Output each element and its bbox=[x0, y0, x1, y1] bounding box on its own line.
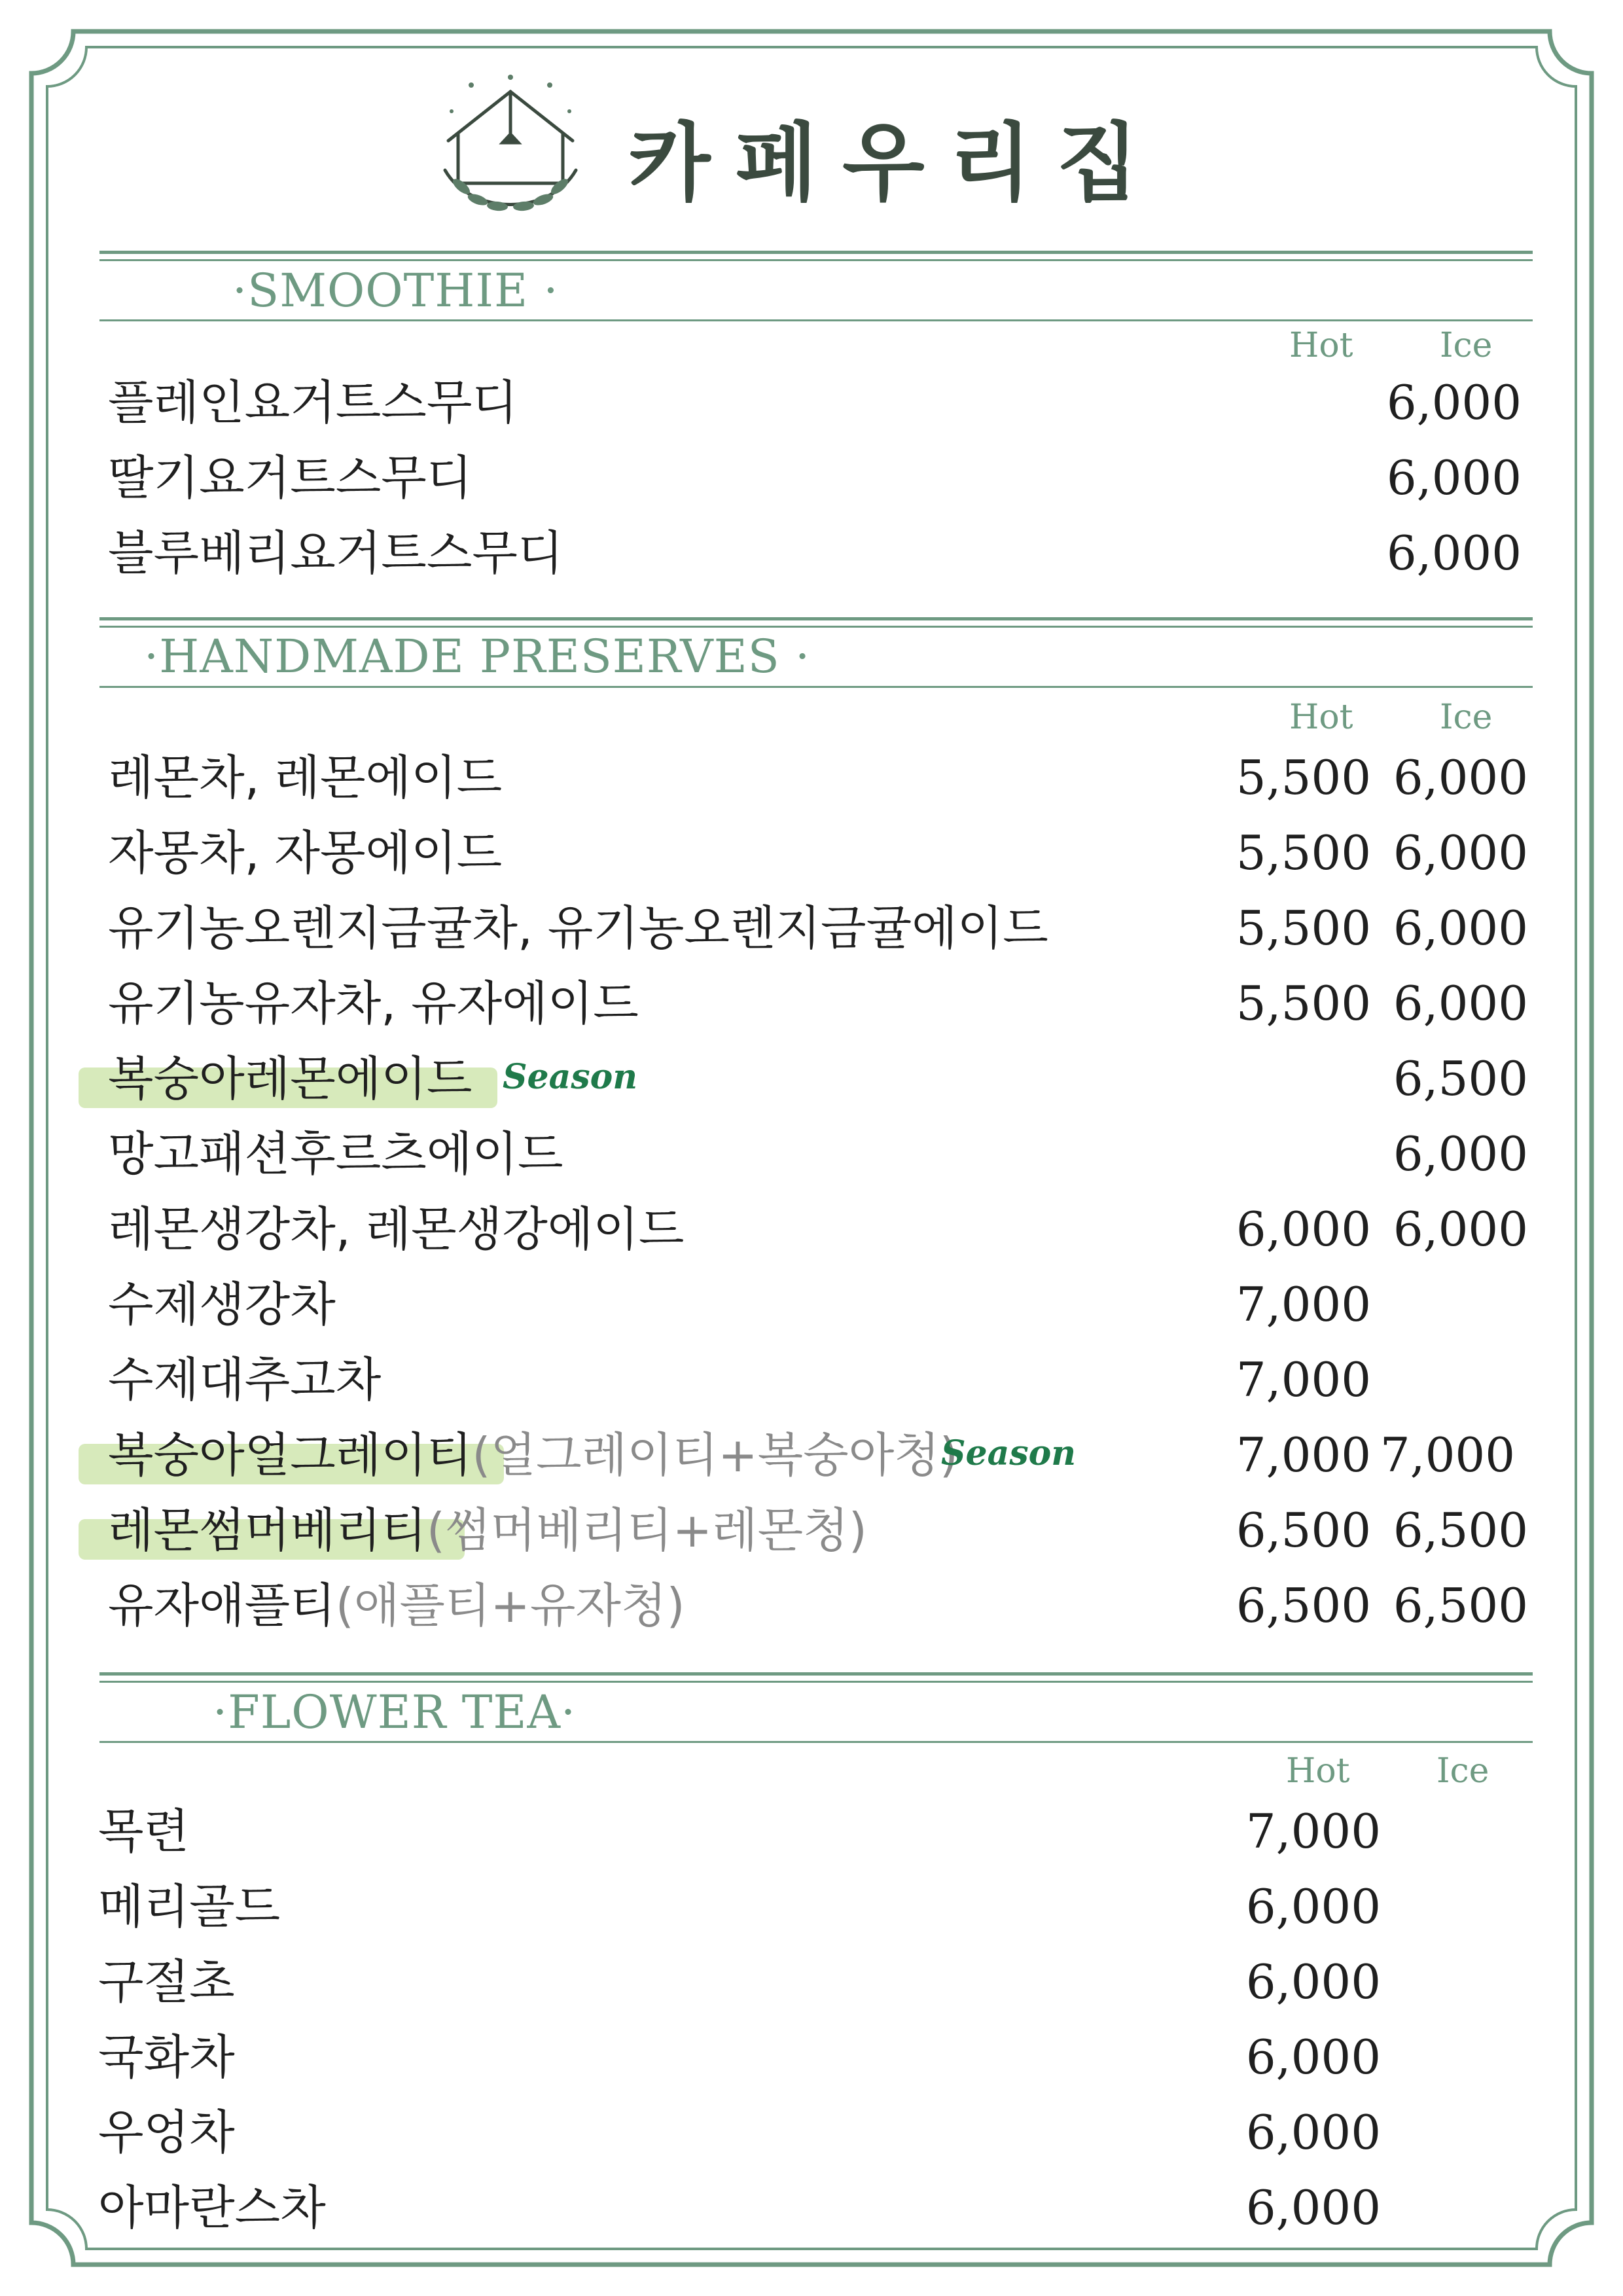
house-with-laurel-icon bbox=[432, 72, 589, 223]
item-price-ice: 6,500 bbox=[1393, 1051, 1528, 1106]
item-name: 메리골드 bbox=[98, 1879, 281, 1934]
item-name: 유자애플티 bbox=[108, 1578, 336, 1633]
item-price-hot: 5,500 bbox=[1236, 976, 1371, 1031]
item-price-hot: 6,000 bbox=[1245, 2030, 1381, 2085]
menu-item bbox=[0, 367, 1623, 439]
menu-item bbox=[0, 817, 1623, 889]
section-title-preserves: ·HANDMADE PRESERVES · bbox=[144, 630, 811, 683]
menu-item bbox=[0, 2172, 1623, 2244]
col-header-hot: Hot bbox=[1289, 698, 1353, 737]
item-name: 레몬차, 레몬에이드 bbox=[108, 750, 503, 805]
cafe-name: 카페우리집 bbox=[628, 113, 1164, 213]
item-name: 플레인요거트스무디 bbox=[108, 375, 518, 430]
item-price-ice: 6,000 bbox=[1386, 526, 1522, 581]
item-name: 망고패션후르츠에이드 bbox=[108, 1126, 563, 1181]
item-name: 유기농유자차, 유자에이드 bbox=[108, 976, 639, 1031]
item-price-ice: 6,000 bbox=[1393, 1202, 1528, 1257]
col-header-ice: Ice bbox=[1436, 1751, 1489, 1791]
item-price-ice: 6,000 bbox=[1393, 1126, 1528, 1181]
item-price-ice: 6,000 bbox=[1386, 450, 1522, 505]
section-rule bbox=[99, 259, 1533, 261]
item-name: 자몽차, 자몽에이드 bbox=[108, 825, 503, 880]
item-name: 수제대추고차 bbox=[108, 1352, 382, 1407]
item-price-hot: 5,500 bbox=[1236, 901, 1371, 956]
item-price-hot: 7,000 bbox=[1236, 1277, 1371, 1332]
item-price-hot: 6,500 bbox=[1236, 1578, 1371, 1633]
section-rule bbox=[99, 617, 1533, 620]
menu-item-seasonal bbox=[0, 1419, 1623, 1491]
item-price-ice: 6,500 bbox=[1393, 1503, 1528, 1558]
season-badge: Season bbox=[941, 1433, 1077, 1473]
header bbox=[432, 65, 1217, 229]
menu-item bbox=[0, 1193, 1623, 1265]
menu-item bbox=[0, 1946, 1623, 2018]
item-price-hot: 6,000 bbox=[1245, 2180, 1381, 2235]
item-name: 딸기요거트스무디 bbox=[108, 450, 473, 505]
item-price-hot: 7,000 bbox=[1245, 1804, 1381, 1859]
item-name: 우엉차 bbox=[98, 2105, 235, 2160]
menu-item bbox=[0, 967, 1623, 1039]
section-title-smoothie: ·SMOOTHIE · bbox=[232, 264, 559, 317]
menu-item bbox=[0, 1795, 1623, 1867]
item-name: 목련 bbox=[98, 1804, 190, 1859]
item-name: 복숭아레몬에이드 bbox=[108, 1051, 473, 1106]
menu-item bbox=[0, 742, 1623, 814]
item-name: 레몬썸머베리티 bbox=[108, 1503, 427, 1558]
item-price-hot: 6,000 bbox=[1245, 1954, 1381, 2009]
item-price-hot: 6,000 bbox=[1245, 1879, 1381, 1934]
menu-item bbox=[0, 1118, 1623, 1190]
item-name: 국화차 bbox=[98, 2030, 235, 2085]
menu-item bbox=[0, 1344, 1623, 1416]
item-price-ice: 6,000 bbox=[1393, 750, 1528, 805]
col-header-ice: Ice bbox=[1440, 698, 1493, 737]
menu-item bbox=[0, 1570, 1623, 1641]
item-price-ice: 6,000 bbox=[1386, 375, 1522, 430]
menu-item bbox=[0, 1268, 1623, 1340]
menu-item bbox=[0, 1871, 1623, 1943]
item-name: 수제생강차 bbox=[108, 1277, 336, 1332]
item-price-ice: 6,000 bbox=[1393, 901, 1528, 956]
menu-item bbox=[0, 892, 1623, 964]
menu-item bbox=[0, 2021, 1623, 2093]
section-rule bbox=[99, 251, 1533, 254]
section-rule bbox=[99, 1681, 1533, 1683]
item-note: (애플티+유자청) bbox=[335, 1578, 685, 1633]
section-rule bbox=[99, 626, 1533, 628]
item-name: 아마란스차 bbox=[98, 2180, 326, 2235]
col-header-hot: Hot bbox=[1289, 326, 1353, 365]
item-price-hot: 6,500 bbox=[1236, 1503, 1371, 1558]
item-note: (얼그레이티+복숭아청) bbox=[472, 1427, 958, 1482]
col-header-hot: Hot bbox=[1286, 1751, 1350, 1791]
col-header-ice: Ice bbox=[1440, 326, 1493, 365]
item-price-ice: 7,000 bbox=[1380, 1427, 1515, 1482]
item-name: 레몬생강차, 레몬생강에이드 bbox=[108, 1202, 685, 1257]
item-price-ice: 6,500 bbox=[1393, 1578, 1528, 1633]
item-price-hot: 7,000 bbox=[1236, 1352, 1371, 1407]
section-underline bbox=[99, 319, 1533, 321]
item-price-hot: 6,000 bbox=[1236, 1202, 1371, 1257]
section-rule bbox=[99, 1672, 1533, 1676]
item-name: 블루베리요거트스무디 bbox=[108, 526, 563, 581]
menu-item-seasonal bbox=[0, 1043, 1623, 1115]
menu-item bbox=[0, 517, 1623, 589]
item-price-ice: 6,000 bbox=[1393, 976, 1528, 1031]
menu-item bbox=[0, 442, 1623, 514]
item-price-ice: 6,000 bbox=[1393, 825, 1528, 880]
section-underline bbox=[99, 686, 1533, 688]
section-underline bbox=[99, 1741, 1533, 1743]
item-note: (썸머베리티+레몬청) bbox=[426, 1503, 867, 1558]
season-badge: Season bbox=[503, 1057, 638, 1097]
menu-item-highlighted bbox=[0, 1494, 1623, 1566]
item-name: 구절초 bbox=[98, 1954, 235, 2009]
item-price-hot: 5,500 bbox=[1236, 825, 1371, 880]
item-price-hot: 5,500 bbox=[1236, 750, 1371, 805]
item-name: 유기농오렌지금귤차, 유기농오렌지금귤에이드 bbox=[108, 901, 1048, 956]
item-price-hot: 7,000 bbox=[1236, 1427, 1371, 1482]
item-price-hot: 6,000 bbox=[1245, 2105, 1381, 2160]
item-name: 복숭아얼그레이티 bbox=[108, 1427, 473, 1482]
section-title-flower-tea: ·FLOWER TEA· bbox=[213, 1685, 577, 1739]
menu-item bbox=[0, 2096, 1623, 2168]
